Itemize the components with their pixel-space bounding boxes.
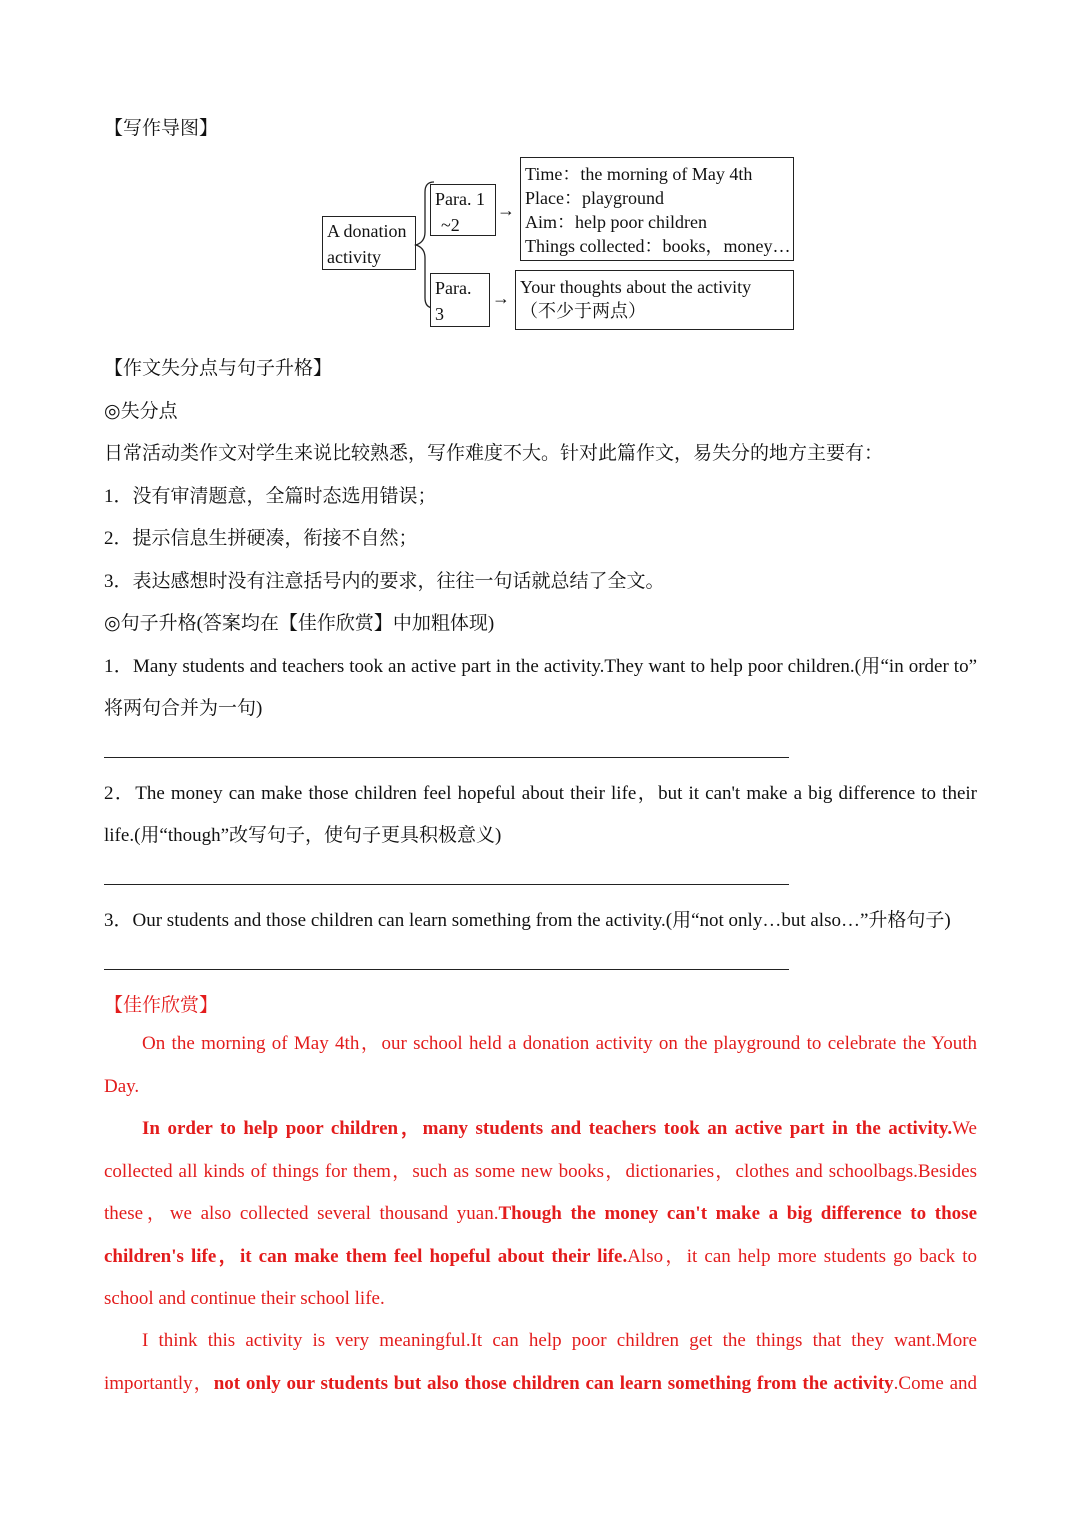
model-essay-text: Also，it can help more students go back to school and continue their school life.	[104, 1245, 977, 1309]
model-essay-text: .Come and	[893, 1372, 977, 1394]
thoughts-line-2: （不少于两点）	[520, 301, 646, 321]
model-essay-text: On the morning of May 4th，our school held a donation activity on the playground to celebrate the Youth Day.	[104, 1033, 977, 1097]
section-heading-errors: 【作文失分点与句子升格】	[104, 358, 333, 379]
lost-points-intro: 日常活动类作文对学生来说比较熟悉，写作难度不大。针对此篇作文，易失分的地方主要有：	[104, 443, 884, 464]
mind-map-para3-box	[430, 273, 490, 327]
mind-map-root-box	[322, 216, 416, 270]
mind-map-thoughts-box	[515, 270, 794, 330]
exercise-1-line1: 1．Many students and teachers took an active part in the activity.They want to help poor children.(用“in order to”	[104, 656, 977, 677]
details-line-things: Things collected：books，money…	[525, 236, 791, 256]
upgraded-sentence-2: Though the money can't make a big difference to those children's life，it can make them feel hopeful about their life.	[104, 1203, 977, 1267]
model-essay-text: We collected all kinds of things for them，such as some new books，dictionaries，clothes and schoolbags.Besides these，we also collected several thousand yuan.	[104, 1118, 977, 1224]
answer-line-3[interactable]	[104, 969, 789, 970]
mind-map-details-box	[520, 157, 794, 261]
upgrade-heading: ◎句子升格(答案均在【佳作欣赏】中加粗体现)	[104, 613, 495, 634]
details-line-aim: Aim：help poor children	[525, 212, 707, 232]
model-essay-text: I think this activity is very meaningful.It can help poor children get the things that they want.More importantly，	[104, 1330, 977, 1394]
arrow-icon: →	[492, 288, 510, 308]
exercise-1-line2: 将两句合并为一句)	[104, 698, 263, 719]
mind-map-para12-line1: Para. 1	[435, 189, 485, 209]
mind-map-para12-line2: ~2	[441, 215, 460, 235]
lost-point-item: 3．表达感想时没有注意括号内的要求，往往一句话就总结了全文。	[104, 571, 665, 592]
model-essay-paragraph-3	[104, 1320, 977, 1405]
upgraded-sentence-3: not only our students but also those children can learn something from the activity	[213, 1372, 894, 1394]
model-essay-paragraph-1	[104, 1023, 977, 1108]
section-heading-mind-map: 【写作导图】	[104, 118, 219, 139]
answer-line-1[interactable]	[104, 757, 789, 758]
lost-point-item: 1．没有审清题意，全篇时态选用错误；	[104, 486, 437, 507]
mind-map-para12-box	[430, 184, 496, 236]
exercise-3-line1: 3．Our students and those children can learn something from the activity.(用“not only…but also…”升格句子)	[104, 910, 951, 931]
mind-map-root-line2: activity	[327, 247, 381, 267]
upgraded-sentence-1: In order to help poor children，many students and teachers took an active part in the activity.	[142, 1118, 953, 1139]
model-essay-paragraph-2	[104, 1108, 977, 1321]
details-line-place: Place：playground	[525, 188, 664, 208]
answer-line-2[interactable]	[104, 884, 789, 885]
mind-map-para3-line1: Para.	[435, 278, 472, 298]
details-line-time: Time：the morning of May 4th	[525, 164, 753, 184]
exercise-2-line2: life.(用“though”改写句子，使句子更具积极意义)	[104, 825, 502, 846]
arrow-icon: →	[497, 200, 515, 220]
lost-point-item: 2．提示信息生拼硬凑，衔接不自然；	[104, 528, 418, 549]
mind-map-para3-line2: 3	[435, 304, 444, 324]
exercise-2-line1: 2．The money can make those children feel hopeful about their life，but it can't make a big difference to their	[104, 783, 977, 804]
mind-map-root-line1: A donation	[327, 221, 407, 241]
thoughts-line-1: Your thoughts about the activity	[520, 277, 752, 297]
lost-points-heading: ◎失分点	[104, 401, 178, 422]
section-heading-model-essay: 【佳作欣赏】	[104, 995, 219, 1016]
